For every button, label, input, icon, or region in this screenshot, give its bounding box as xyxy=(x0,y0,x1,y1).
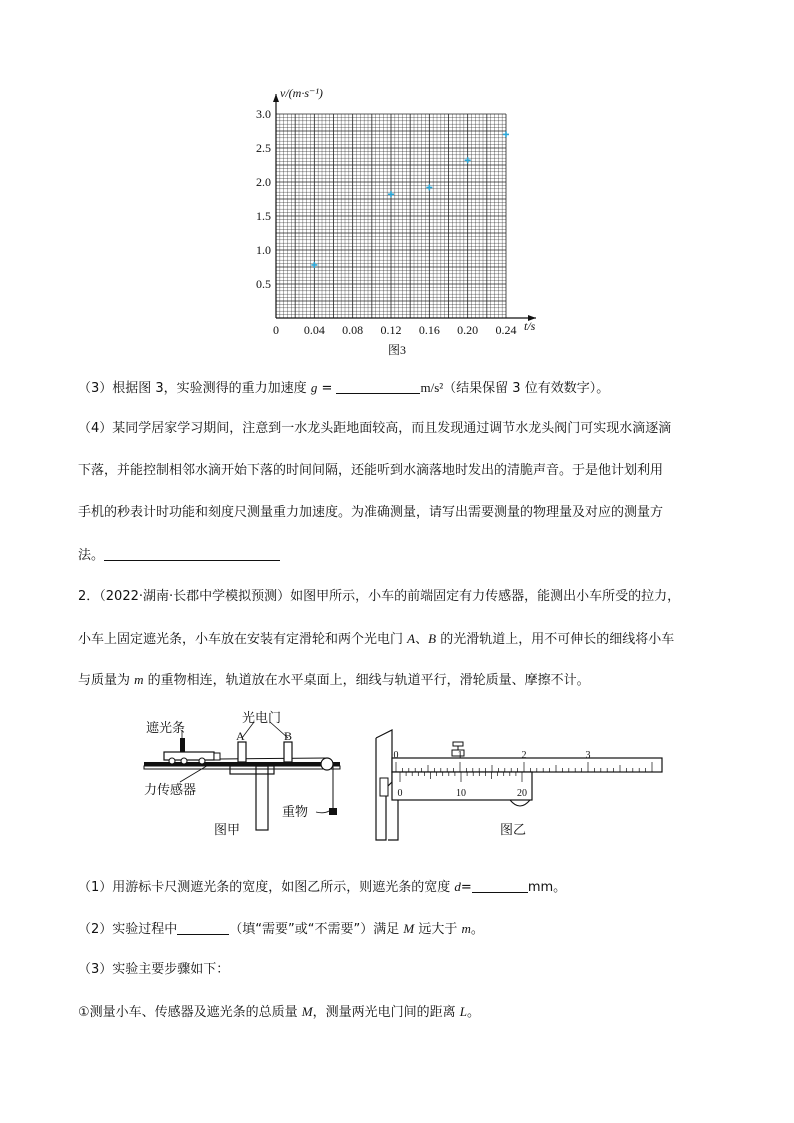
vernier-scale-label: 10 xyxy=(456,788,466,799)
label-force-sensor: 力传感器 xyxy=(144,783,197,798)
x-tick-label: 0 xyxy=(273,323,279,337)
s1-answer-blank[interactable] xyxy=(472,879,528,893)
q3-eq: = xyxy=(317,381,337,396)
label-gate-b: B xyxy=(284,729,293,743)
y-tick-label: 0.5 xyxy=(256,277,271,291)
s3-text: （3）实验主要步骤如下： xyxy=(78,962,230,977)
s4-end: 。 xyxy=(467,1005,481,1020)
question-3 xyxy=(78,380,718,397)
chart-grid xyxy=(276,114,506,318)
x-tick-label: 0.12 xyxy=(380,323,402,337)
q3-unit: m/s² xyxy=(420,380,444,395)
s1-question xyxy=(78,879,718,896)
s2-m: m xyxy=(461,921,471,936)
v-t-chart xyxy=(240,82,560,362)
p2-gate-a: A xyxy=(407,631,416,646)
x-tick-label: 0.16 xyxy=(418,323,440,337)
x-tick-label: 0.08 xyxy=(342,323,364,337)
y-tick-label: 1.0 xyxy=(256,243,271,257)
main-scale-label: 0 xyxy=(393,750,399,761)
s4-L: L xyxy=(459,1004,468,1019)
q4-line-4-text: 法。 xyxy=(78,548,105,563)
data-point xyxy=(503,131,509,137)
s2-mid2: 远大于 xyxy=(414,922,462,937)
s1-unit: mm。 xyxy=(527,880,567,895)
label-light-bar: 遮光条 xyxy=(146,721,186,736)
p2-line-3a: 与质量为 xyxy=(78,673,135,688)
s1-prefix: （1）用游标卡尺测遮光条的宽度，如图乙所示，则遮光条的宽度 xyxy=(78,880,455,895)
figure-yi xyxy=(376,730,662,840)
q4-line-3: 手机的秒表计时功能和刻度尺测量重力加速度。为准确测量，请写出需要测量的物理量及对应的测量方 xyxy=(78,505,664,520)
q4-line-1: （4）某同学居家学习期间，注意到一水龙头距地面较高，而且发现通过调节水龙头阀门可实现水滴逐滴 xyxy=(78,421,672,436)
main-scale-label: 1 xyxy=(457,750,463,761)
figure-jia xyxy=(144,710,340,838)
p2-gate-b: B xyxy=(428,631,437,646)
chart-axes xyxy=(273,94,536,321)
caption-fig-jia: 图甲 xyxy=(214,823,241,838)
s2-mid: （填“需要”或“不需要”）满足 xyxy=(229,922,404,937)
s2-end: 。 xyxy=(470,922,484,937)
p2-line-3 xyxy=(78,672,718,689)
q3-prefix: （3）根据图 3，实验测得的重力加速度 xyxy=(78,381,311,396)
s4-step-1 xyxy=(78,1004,718,1021)
chart-caption: 图3 xyxy=(388,343,407,357)
main-scale-label: 2 xyxy=(521,750,527,761)
y-tick-label: 2.0 xyxy=(256,175,271,189)
p2-line-1: 2．（2022·湖南·长郡中学模拟预测）如图甲所示，小车的前端固定有力传感器，能测出小车所受的拉力， xyxy=(78,589,681,604)
y-tick-label: 3.0 xyxy=(256,107,271,121)
s1-eq: = xyxy=(460,880,472,895)
apparatus-figure xyxy=(130,708,690,848)
s4-M: M xyxy=(301,1004,313,1019)
q4-answer-blank[interactable] xyxy=(104,547,280,561)
chart-y-axis-label: v/(m·s⁻¹) xyxy=(280,86,323,100)
s2-M: M xyxy=(403,921,415,936)
s1-d: d xyxy=(454,879,461,894)
vernier-scale-label: 20 xyxy=(517,788,527,799)
q4-line-4 xyxy=(78,547,718,564)
vernier-scale-label: 0 xyxy=(397,788,403,799)
x-tick-label: 0.20 xyxy=(457,323,479,337)
chart-x-axis-label: t/s xyxy=(524,319,536,333)
p2-mass-m: m xyxy=(134,672,144,687)
s2-question xyxy=(78,921,718,938)
y-tick-label: 2.5 xyxy=(256,141,271,155)
q4-line-2: 下落，并能控制相邻水滴开始下落的时间间隔，还能听到水滴落地时发出的清脆声音。于是他计划利用 xyxy=(78,463,664,478)
s4-prefix: ①测量小车、传感器及遮光条的总质量 xyxy=(78,1005,302,1020)
main-scale-label: 3 xyxy=(585,750,591,761)
label-photogate: 光电门 xyxy=(242,711,282,726)
p2-line-3b: 的重物相连，轨道放在水平桌面上，细线与轨道平行，滑轮质量、摩擦不计。 xyxy=(143,673,590,688)
q3-symbol-g: g xyxy=(310,380,318,395)
p2-line-2a: 小车上固定遮光条，小车放在安装有定滑轮和两个光电门 xyxy=(78,632,408,647)
x-tick-label: 0.04 xyxy=(303,323,325,337)
y-axis-arrow xyxy=(273,94,279,102)
label-weight: 重物 xyxy=(282,805,309,820)
p2-line-2 xyxy=(78,631,718,648)
p2-line-2b: 的光滑轨道上，用不可伸长的细线将小车 xyxy=(436,632,675,647)
q3-suffix: （结果保留 3 位有效数字）。 xyxy=(443,381,610,396)
q3-answer-blank[interactable] xyxy=(336,380,420,394)
x-tick-label: 0.24 xyxy=(495,323,517,337)
s2-answer-blank[interactable] xyxy=(177,921,229,935)
s4-mid: ，测量两光电门间的距离 xyxy=(312,1005,460,1020)
caption-fig-yi: 图乙 xyxy=(500,823,527,838)
s2-prefix: （2）实验过程中 xyxy=(78,922,178,937)
p2-sep: 、 xyxy=(415,632,429,647)
y-tick-label: 1.5 xyxy=(256,209,271,223)
label-gate-a: A xyxy=(236,729,245,743)
